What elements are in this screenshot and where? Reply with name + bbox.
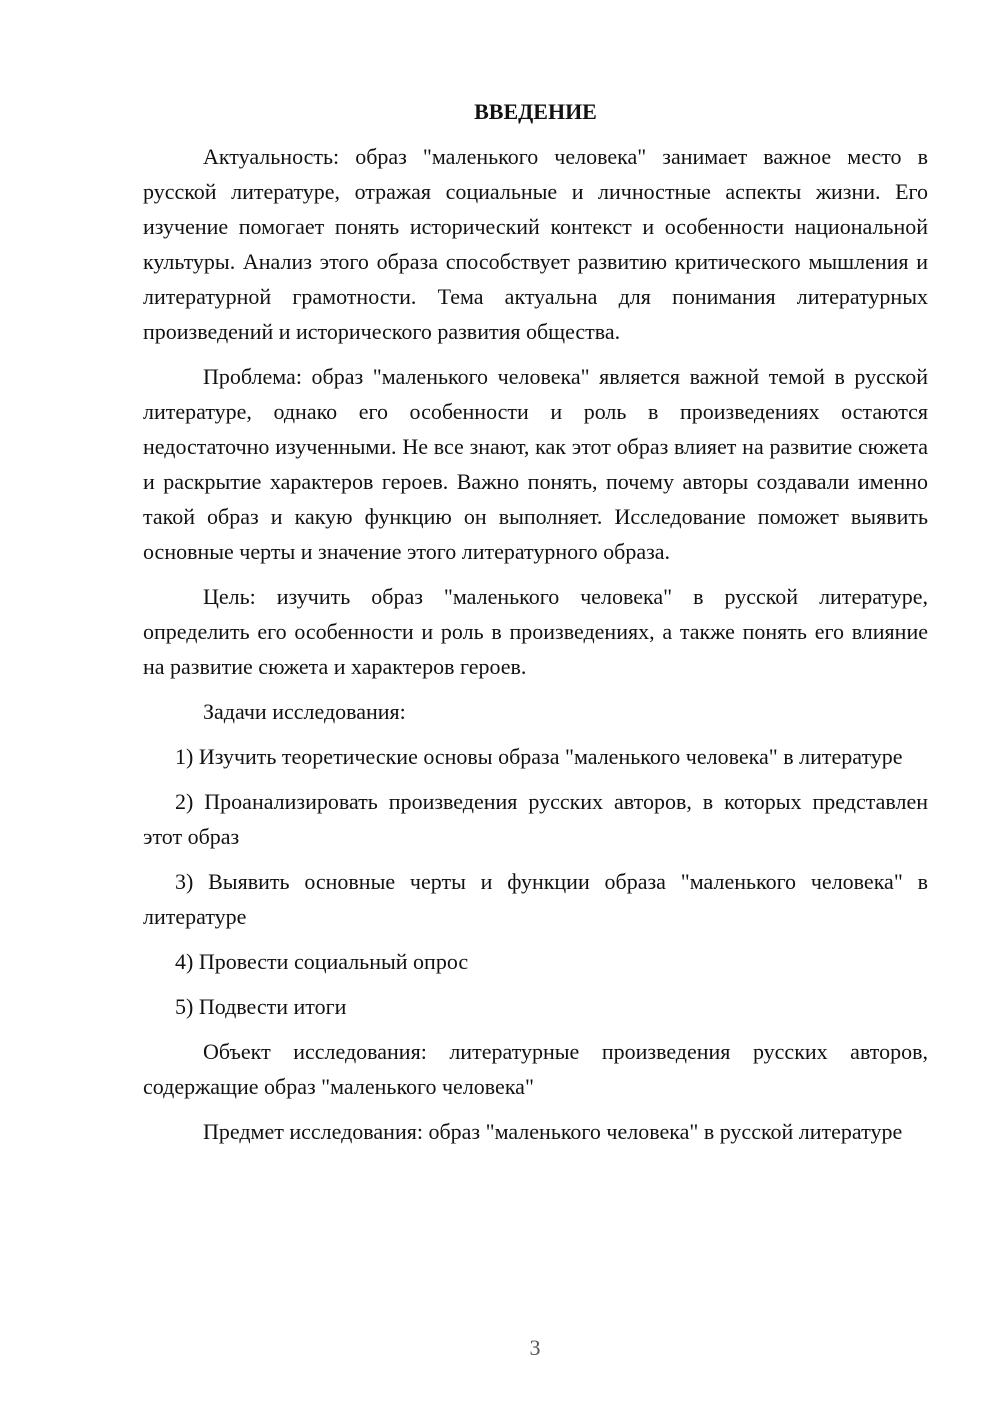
page-title: ВВЕДЕНИЕ bbox=[474, 99, 597, 124]
page-number: 3 bbox=[529, 1335, 541, 1360]
task-item-1: 1) Изучить теоретические основы образа "маленького человека" в литературе bbox=[175, 744, 903, 769]
task-item-5: 5) Подвести итоги bbox=[175, 994, 347, 1019]
goal-paragraph: Цель: изучить образ "маленького человека" в русской литературе, определить его особенности и роль в произведениях, а также понять его влияние на развитие сюжета и характеров героев. bbox=[143, 584, 928, 679]
problem-paragraph: Проблема: образ "маленького человека" является важной темой в русской литературе, однако его особенности и роль в произведениях остаются недостаточно изученными. Не все знают, как этот образ влияет на развитие сюжета и раскрытие характеров героев. Важно понять, почему авторы создавали именно такой образ и какую функцию он выполняет. Исследование поможет выявить основные черты и значение этого литературного образа. bbox=[143, 364, 928, 564]
task-item-4: 4) Провести социальный опрос bbox=[175, 949, 469, 974]
tasks-intro: Задачи исследования: bbox=[203, 699, 406, 724]
task-item-3: 3) Выявить основные черты и функции образа "маленького человека" в литературе bbox=[143, 869, 928, 929]
relevance-paragraph: Актуальность: образ "маленького человека" занимает важное место в русской литературе, отражая социальные и личностные аспекты жизни. Его изучение помогает понять исторический контекст и особенности национальной культуры. Анализ этого образа способствует развитию критического мышления и литературной грамотности. Тема актуальна для понимания литературных произведений и исторического развития общества. bbox=[143, 144, 928, 344]
subject-paragraph: Предмет исследования: образ "маленького человека" в русской литературе bbox=[203, 1119, 903, 1144]
page-content bbox=[143, 94, 928, 1159]
object-paragraph: Объект исследования: литературные произведения русских авторов, содержащие образ "маленького человека" bbox=[143, 1039, 928, 1099]
task-item-2: 2) Проанализировать произведения русских авторов, в которых представлен этот образ bbox=[143, 789, 928, 849]
